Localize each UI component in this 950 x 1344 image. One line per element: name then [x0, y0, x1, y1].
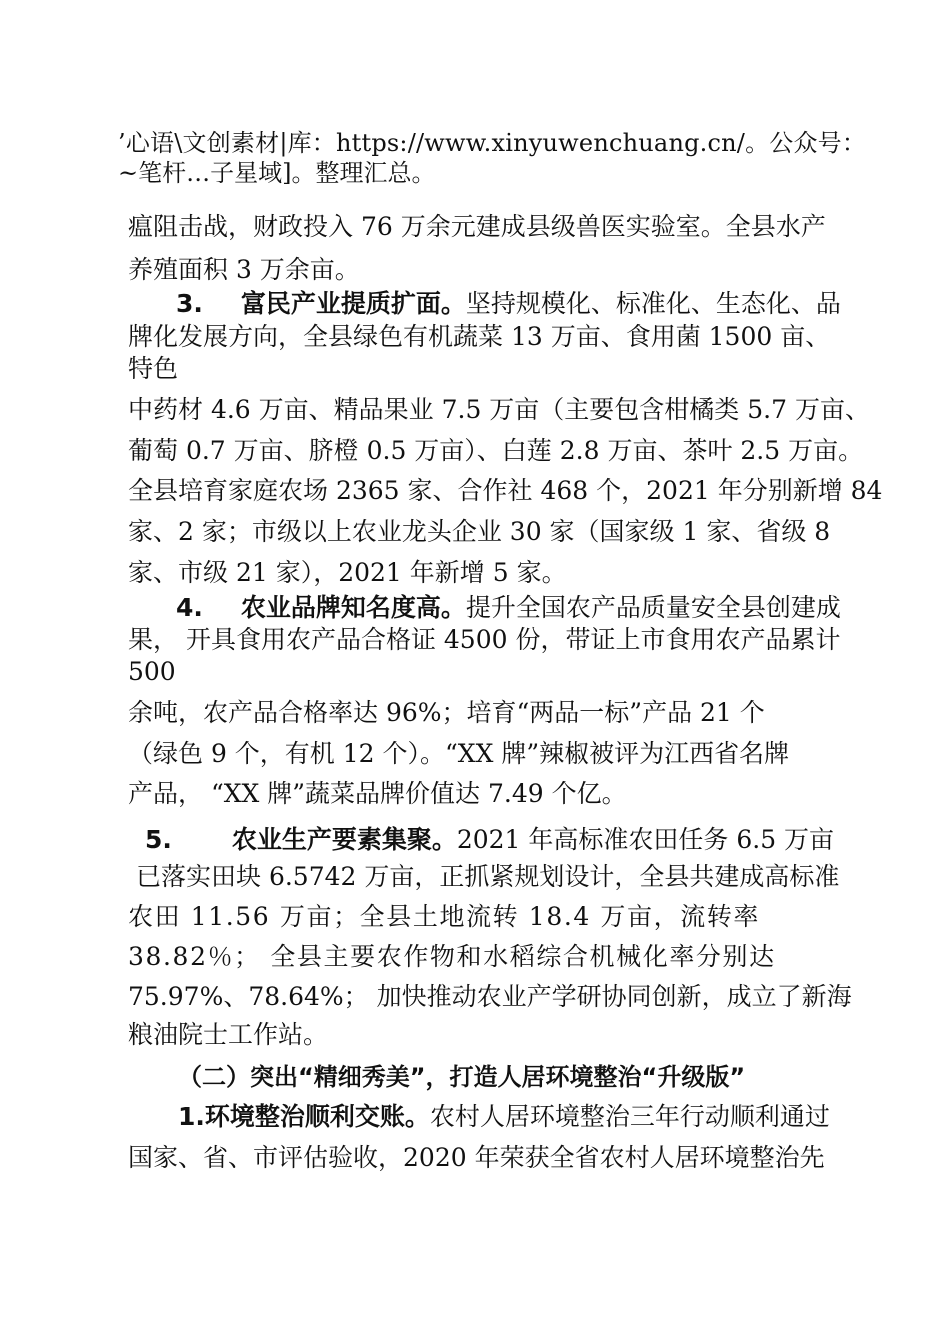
env-item-1-text: 农村人居环境整治三年行动顺利通过 — [429, 1102, 830, 1131]
section-5-number: 5. — [145, 825, 172, 854]
paragraph-line: 养殖面积 3 万余亩。 — [128, 255, 360, 284]
paragraph-line: 75.97%、78.64%； 加快推动农业产学研协同创新，成立了新海 — [128, 982, 852, 1011]
paragraph-line: 牌化发展方向，全县绿色有机蔬菜 13 万亩、食用菌 1500 亩、 — [128, 322, 831, 351]
paragraph-line: 家、2 家；市级以上农业龙头企业 30 家（国家级 1 家、省级 8 — [128, 517, 831, 546]
section-4-heading-line — [176, 593, 841, 623]
paragraph-line: 家、市级 21 家），2021 年新增 5 家。 — [128, 558, 567, 587]
section-4-text: 提升全国农产品质量安全县创建成 — [465, 593, 841, 622]
section-3-text: 坚持规模化、标准化、生态化、品 — [465, 289, 841, 318]
section-4-number: 4. — [176, 593, 203, 622]
section-3-title: 富民产业提质扩面。 — [240, 289, 466, 318]
paragraph-line: 特色 — [128, 354, 179, 383]
paragraph-line: 粮油院士工作站。 — [128, 1020, 329, 1049]
header-source-line-2: ~笔杆…子星域]。整理汇总。 — [118, 159, 436, 187]
paragraph-line: 产品， “XX 牌”蔬菜品牌价值达 7.49 个亿。 — [128, 779, 627, 808]
section-5-title: 农业生产要素集聚。 — [231, 825, 457, 854]
paragraph-line: 38.82％； 全县主要农作物和水稻综合机械化率分别达 — [128, 942, 776, 971]
paragraph-line: 余吨，农产品合格率达 96%；培育“两品一标”产品 21 个 — [128, 698, 765, 727]
section-4-title: 农业品牌知名度高。 — [240, 593, 466, 622]
paragraph-line: 全县培育家庭农场 2365 家、合作社 468 个，2021 年分别新增 84 — [128, 476, 883, 505]
paragraph-line: （绿色 9 个，有机 12 个）。“XX 牌”辣椒被评为江西省名牌 — [128, 739, 790, 768]
paragraph-line: 农田 11.56 万亩；全县土地流转 18.4 万亩，流转率 — [128, 902, 761, 931]
section-5-text: 2021 年高标准农田任务 6.5 万亩 — [456, 825, 835, 854]
paragraph-line: 中药材 4.6 万亩、精品果业 7.5 万亩（主要包含柑橘类 5.7 万亩、 — [128, 395, 870, 424]
paragraph-line: 国家、省、市评估验收，2020 年荣获全省农村人居环境整治先 — [128, 1143, 825, 1172]
paragraph-line: 瘟阻击战，财政投入 76 万余元建成县级兽医实验室。全县水产 — [128, 212, 826, 241]
subsection-heading: （二）突出“精细秀美”，打造人居环境整治“升级版” — [178, 1063, 746, 1091]
paragraph-line: 500 — [128, 657, 176, 686]
section-3-heading-line — [176, 289, 841, 319]
section-5-heading-line — [145, 825, 834, 855]
env-item-1-heading-line — [178, 1102, 830, 1132]
paragraph-line: 葡萄 0.7 万亩、脐橙 0.5 万亩）、白莲 2.8 万亩、茶叶 2.5 万亩。 — [128, 436, 864, 465]
paragraph-line: 果， 开具食用农产品合格证 4500 份，带证上市食用农产品累计 — [128, 625, 841, 654]
paragraph-line: 已落实田块 6.5742 万亩，正抓紧规划设计，全县共建成高标准 — [136, 862, 840, 891]
section-3-number: 3. — [176, 289, 203, 318]
env-item-1-title: 1.环境整治顺利交账。 — [178, 1102, 430, 1131]
header-source-line-1: ’心语\文创素材|库：https://www.xinyuwenchuang.cn/。公众号： — [118, 129, 867, 157]
